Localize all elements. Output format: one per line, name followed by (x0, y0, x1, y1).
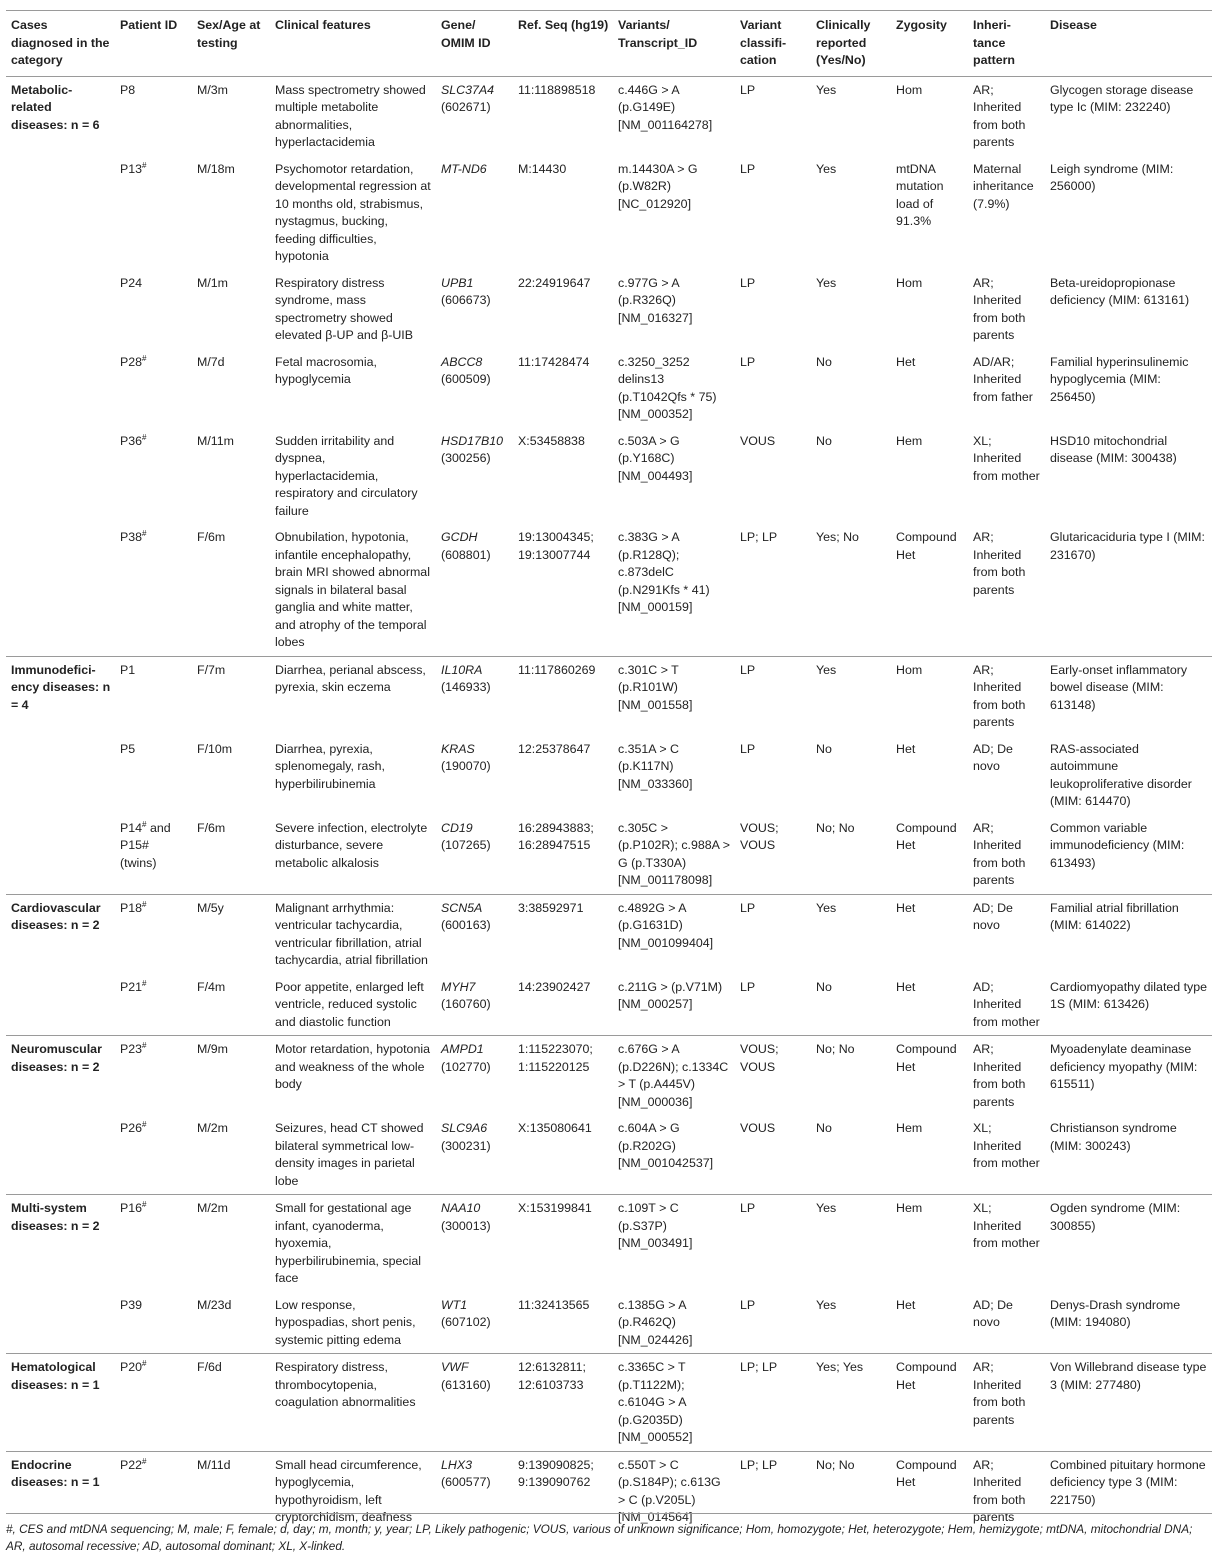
ref-seq-cell: 9:139090825; 9:139090762 (513, 1451, 613, 1531)
category-cell: Immunodefici-ency diseases: n = 4 (6, 656, 115, 736)
patient-id: P21 (120, 979, 143, 994)
patient-id-cell (115, 76, 192, 156)
clinical-features-cell: Diarrhea, pyrexia, splenomegaly, rash, hyperbilirubinemia (275, 741, 385, 791)
inheritance-cell: AD; De novo (973, 1297, 1013, 1329)
sex-age-cell: F/7m (192, 656, 270, 736)
patient-id-cell (115, 1354, 192, 1452)
ref-seq-cell: 3:38592971 (513, 894, 613, 974)
ref-seq-cell: 12:6132811; 12:6103733 (513, 1354, 613, 1452)
omim-id: (300231) (441, 1138, 491, 1153)
table-row (6, 349, 1212, 428)
variant-classification-cell: LP (740, 161, 756, 176)
patient-id-cell (115, 1115, 192, 1195)
variant-classification-cell: LP; LP (735, 1451, 811, 1531)
clinical-features-cell: Sudden irritability and dyspnea, hyperlactacidemia, respiratory and circulatory failure (275, 433, 418, 518)
table-footnote (6, 1513, 1212, 1555)
zygosity-cell: mtDNA mutation load of 91.3% (896, 161, 944, 228)
ces-marker: # (142, 1358, 147, 1368)
clinical-features-cell: Respiratory distress syndrome, mass spectrometry showed elevated β-UP and β-UIB (275, 275, 413, 342)
clinically-reported-cell: Yes (811, 76, 891, 156)
patient-id-cell (115, 815, 192, 895)
gene-cell (436, 349, 513, 428)
cases-table (6, 10, 1212, 1531)
sex-age-cell: M/5y (192, 894, 270, 974)
ref-seq-cell: 22:24919647 (518, 275, 591, 290)
category-cell (6, 815, 115, 895)
clinical-features-cell: Mass spectrometry showed multiple metabolite abnormalities, hyperlactacidemia (270, 76, 436, 156)
gene-name: SLC37A4 (441, 82, 495, 97)
gene-cell (436, 1354, 513, 1452)
ces-marker: # (142, 528, 147, 538)
clinically-reported-cell: No (816, 741, 832, 756)
gene-name: MYH7 (441, 979, 476, 994)
gene-name: GCDH (441, 530, 478, 544)
patient-id-cell (115, 656, 192, 736)
sex-age-cell: F/6m (197, 530, 226, 544)
disease-cell: Early-onset inflammatory bowel disease (MIM: 613148) (1045, 656, 1212, 736)
clinical-features-cell: Diarrhea, perianal abscess, pyrexia, skin eczema (270, 656, 436, 736)
clinically-reported-cell: Yes; No (816, 530, 859, 544)
patient-id: P28 (120, 354, 143, 369)
zygosity-cell: Hom (896, 275, 923, 290)
header-gene-omim: Gene/ OMIM ID (436, 11, 513, 77)
omim-id: (608801) (441, 547, 491, 562)
patient-note: and P15# (twins) (120, 820, 171, 870)
variant-classification-cell: LP (735, 656, 811, 736)
omim-id: (602671) (441, 100, 491, 114)
sex-age-cell: M/18m (197, 161, 235, 176)
zygosity-cell: Hem (896, 433, 923, 448)
variants-cell: c.305C > (p.P102R); c.988A > G (p.T330A) [NM_001178098] (618, 820, 730, 887)
inheritance-cell: AD; De novo (973, 741, 1013, 773)
gene-name: AMPD1 (441, 1042, 484, 1056)
zygosity-cell: Het (896, 1297, 916, 1312)
clinical-features-cell: Seizures, head CT showed bilateral symmetrical low-density images in parietal lobe (275, 1121, 424, 1188)
clinical-features-cell: Small for gestational age infant, cyanoderma, hyoxemia, hyperbilirubinemia, special face (270, 1195, 436, 1292)
ref-seq-cell: 16:28943883; 16:28947515 (518, 820, 594, 852)
disease-cell: Cardiomyopathy dilated type 1S (MIM: 613426) (1050, 979, 1208, 1011)
disease-cell: Glutaricaciduria type I (MIM: 231670) (1050, 530, 1205, 562)
table-row (6, 76, 1212, 156)
inheritance-cell: AD; De novo (968, 894, 1045, 974)
zygosity-cell: Hom (891, 656, 968, 736)
variants-cell: c.3365C > T (p.T1122M); c.6104G > A (p.G2035D) [NM_000552] (613, 1354, 735, 1452)
omim-id: (600577) (441, 1475, 491, 1489)
variants-cell: c.676G > A (p.D226N); c.1334C > T (p.A445V) [NM_000036] (613, 1036, 735, 1116)
gene-name: ABCC8 (441, 354, 483, 369)
table-row (6, 270, 1212, 349)
clinically-reported-cell: Yes (816, 275, 837, 290)
category-cell (6, 156, 115, 270)
clinically-reported-cell: Yes (811, 894, 891, 974)
table-row (6, 428, 1212, 525)
gene-name: HSD17B10 (441, 433, 503, 448)
omim-id: (600509) (441, 372, 491, 386)
category-cell (6, 736, 115, 815)
zygosity-cell: Het (896, 354, 916, 369)
category-cell (6, 270, 115, 349)
variant-classification-cell: LP (735, 1195, 811, 1292)
inheritance-cell: AR; Inherited from both parents (968, 1036, 1045, 1116)
sex-age-cell: F/10m (197, 741, 233, 756)
omim-id: (146933) (441, 680, 491, 694)
patient-id-cell (115, 349, 192, 428)
gene-cell (436, 815, 513, 895)
inheritance-cell: XL; Inherited from mother (973, 1121, 1040, 1170)
ces-marker: # (142, 899, 147, 909)
sex-age-cell: F/6d (192, 1354, 270, 1452)
omim-id: (613160) (441, 1377, 491, 1392)
clinical-features-cell: Low response, hypospadias, short penis, systemic pitting edema (275, 1297, 416, 1347)
inheritance-cell: AR; Inherited from both parents (968, 1451, 1045, 1531)
gene-name: WT1 (441, 1297, 468, 1312)
table-row (6, 974, 1212, 1036)
category-cell (6, 1115, 115, 1195)
patient-id-cell (115, 156, 192, 270)
variants-cell: c.351A > C (p.K117N) [NM_033360] (618, 741, 693, 791)
clinically-reported-cell: No (816, 433, 832, 448)
patient-id: P14 (120, 820, 143, 835)
omim-id: (107265) (441, 838, 491, 852)
zygosity-cell: Compound Het (891, 1036, 968, 1116)
table-row (6, 815, 1212, 895)
category-cell: Neuromuscular diseases: n = 2 (6, 1036, 115, 1116)
ces-marker: # (142, 1199, 147, 1209)
clinical-features-cell: Motor retardation, hypotonia and weakness of the whole body (270, 1036, 436, 1116)
patient-id: P24 (120, 275, 143, 290)
sex-age-cell: M/11d (192, 1451, 270, 1531)
header-cases: Cases diagnosed in the category (6, 11, 115, 77)
patient-id: P38 (120, 530, 143, 544)
patient-id-cell (115, 1195, 192, 1292)
category-cell: Multi-system diseases: n = 2 (6, 1195, 115, 1292)
patient-id: P18 (120, 900, 143, 915)
disease-cell: Combined pituitary hormone deficiency type 3 (MIM: 221750) (1045, 1451, 1212, 1531)
gene-cell (436, 1036, 513, 1116)
disease-cell: Glycogen storage disease type Ic (MIM: 232240) (1045, 76, 1212, 156)
sex-age-cell: M/2m (197, 1121, 228, 1135)
inheritance-cell: AD; Inherited from mother (973, 979, 1040, 1029)
zygosity-cell: Compound Het (891, 1354, 968, 1452)
header-variants: Variants/ Transcript_ID (613, 11, 735, 77)
patient-id: P39 (120, 1297, 143, 1312)
sex-age-cell: M/3m (192, 76, 270, 156)
clinically-reported-cell: No (816, 354, 832, 369)
ref-seq-cell: 11:17428474 (518, 354, 590, 369)
variants-cell: c.1385G > A (p.R462Q) [NM_024426] (618, 1297, 693, 1347)
category-cell: Metabolic-related diseases: n = 6 (6, 76, 115, 156)
variant-classification-cell: LP (740, 275, 756, 290)
gene-cell (436, 156, 513, 270)
sex-age-cell: F/4m (197, 979, 226, 994)
variants-cell: c.211G > (p.V71M) [NM_000257] (618, 979, 723, 1011)
header-row (6, 11, 1212, 77)
gene-name: NAA10 (441, 1201, 481, 1215)
inheritance-cell: AR; Inherited from both parents (973, 530, 1026, 597)
category-cell: Hematological diseases: n = 1 (6, 1354, 115, 1452)
clinical-features-cell: Severe infection, electrolyte disturbance, severe metabolic alkalosis (275, 820, 428, 870)
clinically-reported-cell: No; No (811, 1451, 891, 1531)
ref-seq-cell: 11:117860269 (513, 656, 613, 736)
table-row (6, 156, 1212, 270)
zygosity-cell: Hom (891, 76, 968, 156)
category-cell (6, 524, 115, 656)
table-row (6, 524, 1212, 656)
ces-marker: # (142, 819, 147, 829)
disease-cell: Von Willebrand disease type 3 (MIM: 277480) (1045, 1354, 1212, 1452)
ref-seq-cell: 1:115223070; 1:115220125 (513, 1036, 613, 1116)
gene-name: SCN5A (441, 900, 483, 915)
zygosity-cell: Compound Het (896, 530, 957, 562)
variant-classification-cell: VOUS; VOUS (735, 1036, 811, 1116)
variant-classification-cell: LP (740, 1297, 756, 1312)
patient-id: P13 (120, 161, 143, 176)
inheritance-cell: XL; Inherited from mother (973, 433, 1040, 483)
patient-id: P20 (120, 1360, 143, 1374)
variant-classification-cell: LP (740, 741, 756, 756)
sex-age-cell: F/6m (197, 820, 226, 835)
category-cell: Endocrine diseases: n = 1 (6, 1451, 115, 1531)
gene-cell (436, 974, 513, 1036)
patient-id: P8 (120, 82, 136, 97)
gene-cell (436, 1115, 513, 1195)
omim-id: (300256) (441, 451, 491, 465)
disease-cell: Beta-ureidopropionase deficiency (MIM: 613161) (1050, 275, 1190, 307)
gene-name: SLC9A6 (441, 1121, 488, 1135)
table-row (6, 894, 1212, 974)
variants-cell: m.14430A > G (p.W82R) [NC_012920] (618, 161, 698, 211)
inheritance-cell: AR; Inherited from both parents (968, 1354, 1045, 1452)
variant-classification-cell: LP; LP (740, 530, 778, 544)
zygosity-cell: Het (891, 894, 968, 974)
header-disease: Disease (1045, 11, 1212, 77)
variants-cell: c.109T > C (p.S37P) [NM_003491] (613, 1195, 735, 1292)
ces-marker: # (142, 160, 147, 170)
patient-id-cell (115, 524, 192, 656)
gene-name: IL10RA (441, 662, 483, 677)
zygosity-cell: Compound Het (891, 1451, 968, 1531)
omim-id: (607102) (441, 1315, 491, 1329)
clinically-reported-cell: Yes (816, 1297, 837, 1312)
patient-id: P16 (120, 1201, 143, 1215)
ces-marker: # (142, 1040, 147, 1050)
patient-id-cell (115, 894, 192, 974)
variants-cell: c.383G > A (p.R128Q); c.873delC (p.N291Kfs * 41) [NM_000159] (618, 530, 710, 614)
patient-id: P26 (120, 1121, 143, 1135)
gene-cell (436, 1292, 513, 1354)
table-row (6, 736, 1212, 815)
omim-id: (190070) (441, 759, 491, 773)
omim-id: (606673) (441, 293, 491, 307)
clinically-reported-cell: Yes (811, 1195, 891, 1292)
inheritance-cell: AR; Inherited from both parents (968, 656, 1045, 736)
variants-cell: c.977G > A (p.R326Q) [NM_016327] (618, 275, 693, 325)
patient-id-cell (115, 974, 192, 1036)
zygosity-cell: Het (896, 741, 916, 756)
ref-seq-cell: 11:118898518 (513, 76, 613, 156)
patient-id: P5 (120, 741, 136, 756)
disease-cell: Denys-Drash syndrome (MIM: 194080) (1050, 1297, 1181, 1329)
gene-cell (436, 428, 513, 525)
clinically-reported-cell: No (816, 979, 832, 994)
omim-id: (160760) (441, 997, 491, 1011)
variants-cell: c.550T > C (p.S184P); c.613G > C (p.V205L) [NM_014564] (613, 1451, 735, 1531)
disease-cell: Leigh syndrome (MIM: 256000) (1050, 161, 1174, 193)
gene-name: LHX3 (441, 1457, 472, 1472)
table-row (6, 1036, 1212, 1116)
table-row (6, 656, 1212, 736)
clinically-reported-cell: Yes (816, 161, 837, 176)
sex-age-cell: M/2m (192, 1195, 270, 1292)
sex-age-cell: M/9m (192, 1036, 270, 1116)
patient-id: P1 (120, 662, 136, 677)
sex-age-cell: M/7d (197, 354, 225, 369)
category-cell (6, 1292, 115, 1354)
header-sex-age: Sex/Age at testing (192, 11, 270, 77)
gene-cell (436, 894, 513, 974)
category-cell (6, 349, 115, 428)
omim-id: (102770) (441, 1059, 491, 1074)
header-patient-id: Patient ID (115, 11, 192, 77)
table-header (6, 11, 1212, 77)
gene-name: MT-ND6 (441, 161, 487, 176)
sex-age-cell: M/23d (197, 1297, 232, 1312)
table-row (6, 1354, 1212, 1452)
footnote-text: #, CES and mtDNA sequencing; M, male; F, female; d, day; m, month; y, year; LP, Likely pathogenic; VOUS, various of unknown significance; Hom, homozygote; Het, heterozygote; Hem, hemizygote; mtDNA, mitochondrial DNA; AR, autosomal recessive; AD, autosomal dominant; XL, X-linked. (6, 1522, 1193, 1553)
ref-seq-cell: 11:32413565 (518, 1297, 590, 1312)
ces-marker: # (142, 978, 147, 988)
table-row (6, 1115, 1212, 1195)
disease-cell: Familial hyperinsulinemic hypoglycemia (MIM: 256450) (1050, 354, 1189, 404)
table-body (6, 76, 1212, 1531)
clinical-features-cell: Malignant arrhythmia: ventricular tachycardia, ventricular fibrillation, atrial tachycardia, atrial fibrillation (270, 894, 436, 974)
variants-cell: c.4892G > A (p.G1631D) [NM_001099404] (613, 894, 735, 974)
clinical-features-cell: Psychomotor retardation, developmental regression at 10 months old, strabismus, nystagmus, bucking, feeding difficulties, hypotonia (275, 161, 431, 263)
patient-id-cell (115, 1292, 192, 1354)
gene-name: UPB1 (441, 275, 474, 290)
ref-seq-cell: 12:25378647 (518, 741, 591, 756)
gene-cell (436, 524, 513, 656)
table-row (6, 1195, 1212, 1292)
variant-classification-cell: LP; LP (735, 1354, 811, 1452)
inheritance-cell: AR; Inherited from both parents (973, 820, 1026, 887)
ces-marker: # (142, 1456, 147, 1466)
disease-cell: Myoadenylate deaminase deficiency myopathy (MIM: 615511) (1045, 1036, 1212, 1116)
clinical-features-cell: Poor appetite, enlarged left ventricle, reduced systolic and diastolic function (275, 979, 424, 1029)
header-ref-seq: Ref. Seq (hg19) (513, 11, 613, 77)
patient-id-cell (115, 1036, 192, 1116)
variant-classification-cell: VOUS (740, 433, 776, 448)
disease-cell: Ogden syndrome (MIM: 300855) (1045, 1195, 1212, 1292)
clinically-reported-cell: Yes (811, 656, 891, 736)
header-clinical-features: Clinical features (270, 11, 436, 77)
category-cell (6, 428, 115, 525)
gene-name: VWF (441, 1360, 469, 1374)
disease-cell: Common variable immunodeficiency (MIM: 613493) (1050, 820, 1185, 870)
disease-cell: Christianson syndrome (MIM: 300243) (1050, 1121, 1177, 1153)
inheritance-cell: AR; Inherited from both parents (973, 275, 1026, 342)
variants-cell: c.3250_3252 delins13 (p.T1042Qfs * 75) [NM_000352] (618, 354, 717, 421)
header-variant-classification: Variant classifi-cation (735, 11, 811, 77)
ces-marker: # (142, 432, 147, 442)
variants-cell: c.446G > A (p.G149E) [NM_001164278] (613, 76, 735, 156)
table-row (6, 1292, 1212, 1354)
sex-age-cell: M/11m (197, 433, 234, 448)
clinical-features-cell: Obnubilation, hypotonia, infantile encephalopathy, brain MRI showed abnormal signals in bilateral basal ganglia and white matter, and atrophy of the temporal lobes (275, 530, 430, 649)
inheritance-cell: AR; Inherited from both parents (968, 76, 1045, 156)
ref-seq-cell: 14:23902427 (518, 979, 591, 994)
clinically-reported-cell: Yes; Yes (811, 1354, 891, 1452)
ref-seq-cell: X:135080641 (518, 1121, 592, 1135)
omim-id: (300013) (441, 1218, 491, 1233)
ref-seq-cell: 19:13004345; 19:13007744 (518, 530, 594, 562)
gene-cell (436, 656, 513, 736)
ref-seq-cell: M:14430 (518, 161, 567, 176)
variant-classification-cell: LP (740, 979, 756, 994)
disease-cell: Familial atrial fibrillation (MIM: 614022) (1045, 894, 1212, 974)
variant-classification-cell: LP (735, 76, 811, 156)
patient-id-cell (115, 736, 192, 815)
clinical-features-cell: Small head circumference, hypoglycemia, hypothyroidism, left cryptorchidism, deafness (270, 1451, 436, 1531)
inheritance-cell: AD/AR; Inherited from father (973, 354, 1033, 404)
patient-id: P23 (120, 1042, 143, 1056)
variants-cell: c.604A > G (p.R202G) [NM_001042537] (618, 1121, 714, 1170)
patient-id: P22 (120, 1457, 143, 1472)
variant-classification-cell: VOUS (740, 1121, 776, 1135)
zygosity-cell: Compound Het (896, 820, 957, 852)
ref-seq-cell: X:53458838 (518, 433, 585, 448)
clinical-features-cell: Fetal macrosomia, hypoglycemia (275, 354, 377, 386)
variants-cell: c.503A > G (p.Y168C) [NM_004493] (618, 433, 693, 483)
header-zygosity: Zygosity (891, 11, 968, 77)
zygosity-cell: Hem (896, 1121, 923, 1135)
inheritance-cell: Maternal inheritance (7.9%) (973, 161, 1034, 211)
patient-id: P36 (120, 433, 143, 448)
category-cell: Cardiovascular diseases: n = 2 (6, 894, 115, 974)
gene-name: CD19 (441, 820, 473, 835)
category-cell (6, 974, 115, 1036)
gene-cell (436, 270, 513, 349)
zygosity-cell: Het (896, 979, 916, 994)
gene-cell (436, 736, 513, 815)
variant-classification-cell: LP (735, 894, 811, 974)
header-inheritance: Inheri-tance pattern (968, 11, 1045, 77)
clinically-reported-cell: No; No (811, 1036, 891, 1116)
clinically-reported-cell: No; No (816, 820, 855, 835)
disease-cell: RAS-associated autoimmune leukoproliferative disorder (MIM: 614470) (1050, 741, 1192, 808)
clinically-reported-cell: No (816, 1121, 832, 1135)
zygosity-cell: Hem (891, 1195, 968, 1292)
gene-name: KRAS (441, 741, 475, 756)
ref-seq-cell: X:153199841 (513, 1195, 613, 1292)
ces-marker: # (142, 1119, 147, 1129)
header-clinically-reported: Clinically reported (Yes/No) (811, 11, 891, 77)
gene-cell (436, 76, 513, 156)
clinical-features-cell: Respiratory distress, thrombocytopenia, coagulation abnormalities (270, 1354, 436, 1452)
sex-age-cell: M/1m (197, 275, 228, 290)
omim-id: (600163) (441, 918, 491, 932)
disease-cell: HSD10 mitochondrial disease (MIM: 300438) (1050, 433, 1177, 465)
gene-cell (436, 1195, 513, 1292)
variant-classification-cell: LP (740, 354, 756, 369)
inheritance-cell: XL; Inherited from mother (968, 1195, 1045, 1292)
ces-marker: # (142, 353, 147, 363)
variant-classification-cell: VOUS; VOUS (740, 820, 779, 852)
variants-cell: c.301C > T (p.R101W) [NM_001558] (613, 656, 735, 736)
patient-id-cell (115, 428, 192, 525)
patient-id-cell (115, 270, 192, 349)
